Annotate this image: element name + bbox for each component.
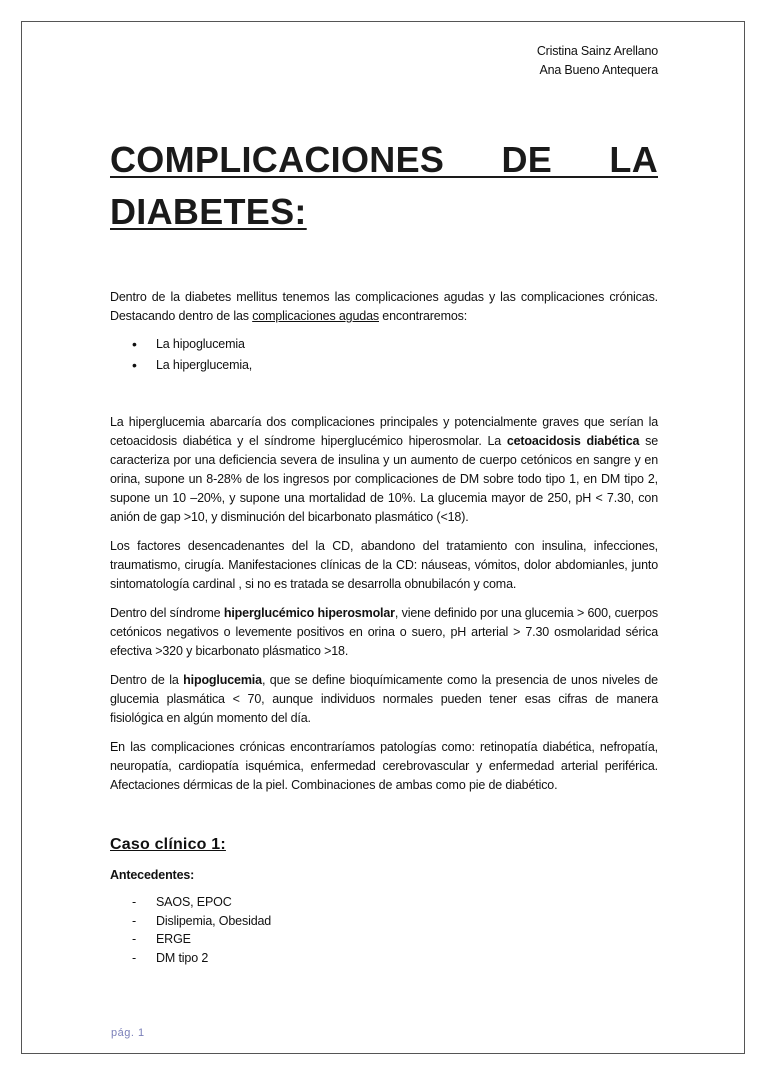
bold-term: hipoglucemia xyxy=(183,673,262,687)
text-span: se caracteriza por una deficiencia severa de insulina y un aumento de cuerpo cetónicos en sangre y en orina, supone un 8-28% de los ingresos por complicaciones de DM sobre todo tipo 1, en DM tipo 2, supone un 10 –20%, y supone una mortalidad de 10%. La glucemia mayor de 250, pH < 7.30, con anión de gap >10, y disminución del bicarbonato plasmático (<18). xyxy=(110,434,658,524)
author-name: Cristina Sainz Arellano xyxy=(536,44,658,58)
intro-paragraph xyxy=(110,288,658,326)
antecedentes-list xyxy=(110,893,658,967)
hipoglucemia-paragraph xyxy=(110,671,658,728)
text-span: Dentro de la xyxy=(110,673,184,687)
acute-complications-list xyxy=(110,334,658,376)
list-item: - DM tipo 2 xyxy=(110,949,658,968)
list-item: - Dislipemia, Obesidad xyxy=(110,912,658,931)
antecedentes-label: Antecedentes: xyxy=(110,868,195,882)
underlined-term: complicaciones agudas xyxy=(252,309,379,323)
list-item: • La hiperglucemia, xyxy=(110,355,658,376)
page-number: pág. 1 xyxy=(111,1027,145,1039)
text-span: La hiperglucemia abarcaría dos complicaciones principales y potencialmente graves que serían la cetoacidosis diabética y el síndrome hiperglucémico hiperosmolar. La xyxy=(110,415,658,448)
list-item: • La hipoglucemia xyxy=(110,334,658,355)
list-item: - SAOS, EPOC xyxy=(110,893,658,912)
authors-header xyxy=(537,42,658,80)
case-title: Caso clínico 1: xyxy=(110,836,226,853)
author-name: Ana Bueno Antequera xyxy=(539,63,658,77)
text-span: Dentro del síndrome xyxy=(110,606,224,620)
text-span: , viene definido por una glucemia > 600, cuerpos cetónicos negativos o levemente positivos en orina o suero, pH arterial > 7.30 osmolaridad sérica efectiva >320 y bicarbonato plásmatico >18. xyxy=(110,606,659,658)
text-span: , que se define bioquímicamente como la presencia de unos niveles de glucemia plasmática < 70, aunque individuos normales pueden tener esas cifras de manera fisiológica en algún momento del día. xyxy=(110,673,658,725)
document-title: COMPLICACIONES DE LA DIABETES: xyxy=(110,139,658,232)
bold-term: hiperglucémico hiperosmolar xyxy=(223,606,395,620)
hiperglucemia-paragraph xyxy=(110,413,658,527)
document-body xyxy=(110,288,658,967)
cronicas-paragraph: En las complicaciones crónicas encontraríamos patologías como: retinopatía diabética, nefropatía, neuropatía, cardiopatía isquémica, enfermedad cerebrovascular y enfermedad arterial periférica. Afectaciones dérmicas de la piel. Combinaciones de ambas como pie de diabético. xyxy=(110,740,658,792)
text-span: Dentro de la diabetes mellitus tenemos las complicaciones agudas y las complicaciones crónicas. Destacando dentro de las xyxy=(110,290,658,323)
bold-term: cetoacidosis diabética xyxy=(506,434,640,448)
hiperosmolar-paragraph xyxy=(110,604,658,661)
factores-paragraph: Los factores desencadenantes del la CD, abandono del tratamiento con insulina, infecciones, traumatismo, cirugía. Manifestaciones clínicas de la CD: náuseas, vómitos, dolor abdomianles, junto sintomatología cardinal , si no es tratada se desarrolla obnubilacón y coma. xyxy=(110,539,658,591)
text-span: encontraremos: xyxy=(378,309,468,323)
list-item: - ERGE xyxy=(110,930,658,949)
